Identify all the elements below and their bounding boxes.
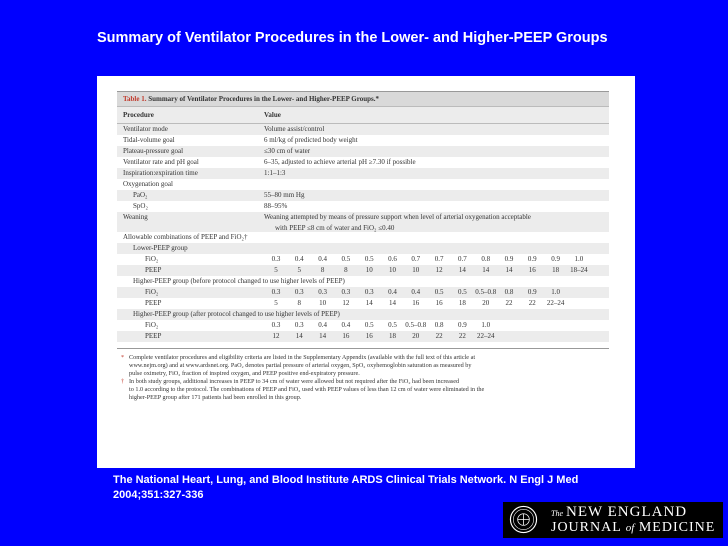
number-series [265, 320, 601, 331]
fio2-label: FiO₂ [145, 321, 159, 329]
peep-label: PEEP [145, 332, 162, 340]
table-cell: 0.5–0.8 [405, 321, 427, 329]
higher-before-fio2-row [117, 287, 609, 298]
table-cell: 22–24 [546, 299, 565, 307]
table-cell: 18–24 [570, 266, 588, 274]
table-cell: 0.5 [434, 288, 444, 296]
higher-after-peep-row [117, 331, 609, 342]
table-cell: 0.5 [388, 321, 397, 329]
higher-after-fio2-row [117, 320, 609, 331]
row-value: 55–80 mm Hg [264, 191, 305, 199]
table-cell: 0.4 [294, 255, 304, 263]
table-cell: 0.3 [294, 321, 304, 329]
table-cell: 22 [528, 299, 536, 307]
row-value: 88–95% [264, 202, 288, 210]
table-cell: 0.7 [434, 255, 444, 263]
row-value: 1:1–1:3 [264, 169, 286, 177]
number-series [265, 331, 601, 342]
table-cell: 0.9 [458, 321, 467, 329]
table-cell: 0.4 [341, 321, 351, 329]
footnote [121, 378, 605, 402]
table-cell: 0.5 [364, 321, 374, 329]
table-cell: 22 [505, 299, 513, 307]
table-cell: 0.9 [527, 255, 537, 263]
footnote-mark: † [121, 378, 125, 385]
table-cell: 0.9 [551, 255, 560, 263]
table-cell: 0.7 [411, 255, 421, 263]
row-value: 6–35, adjusted to achieve arterial pH ≥7.30 if possible [264, 158, 416, 166]
table-caption [117, 91, 609, 106]
table-cell: 0.9 [527, 288, 537, 296]
row-value: ≤30 cm of water [264, 147, 311, 155]
table-row [117, 201, 609, 212]
footnote-line: pulse oximetry, FiO₂ fraction of inspired oxygen, and PEEP positive end-expiratory pressure. [129, 370, 360, 377]
table-cell: 16 [412, 299, 420, 307]
table-cell: 14 [365, 299, 373, 307]
table-cell: 0.5–0.8 [475, 288, 497, 296]
row-procedure: Ventilator rate and pH goal [123, 158, 199, 166]
row-procedure: Ventilator mode [123, 125, 168, 133]
table-cell: 1.0 [551, 288, 560, 296]
table-cell: 5 [274, 266, 278, 274]
logo-journal: JOURNAL [551, 520, 626, 535]
table-cell: 0.8 [504, 288, 514, 296]
table-cell: 1.0 [574, 255, 584, 263]
table-cell: 14 [505, 266, 513, 274]
table-cell: 22–24 [476, 332, 495, 340]
number-series [265, 254, 601, 265]
table-cell: 0.8 [434, 321, 444, 329]
table-row [117, 190, 609, 201]
row-procedure: Oxygenation goal [123, 180, 173, 188]
table-cell: 5 [297, 266, 302, 274]
table-cell: 0.4 [388, 288, 397, 296]
row-procedure: Tidal-volume goal [123, 136, 175, 144]
table-cell: 0.3 [294, 288, 304, 296]
table-cell: 12 [342, 299, 350, 307]
table-cell: 14 [458, 266, 466, 274]
slide-title: Summary of Ventilator Procedures in the Lower- and Higher-PEEP Groups [97, 30, 608, 46]
footnote-line: to 1.0 according to the protocol. The combinations of PEEP and FiO₂ used with PEEP values of less than 12 cm of water were eliminated in the [129, 386, 485, 393]
group-label-lower [117, 243, 609, 254]
table-cell: 0.6 [388, 255, 397, 263]
fio2-label: FiO₂ [145, 288, 159, 296]
peep-label: PEEP [145, 299, 162, 307]
table-caption-text: Summary of Ventilator Procedures in the Lower- and Higher-PEEP Groups.* [146, 95, 379, 103]
footnote [121, 354, 605, 378]
table-cell: 18 [389, 332, 396, 340]
fio2-label: FiO₂ [145, 255, 159, 263]
table-row [117, 146, 609, 157]
peep-label: PEEP [145, 266, 162, 274]
table-cell: 8 [344, 266, 348, 274]
logo-line2 [551, 520, 715, 536]
table-cell: 10 [319, 299, 327, 307]
table-cell: 14 [319, 332, 327, 340]
table-cell: 20 [482, 299, 490, 307]
table-cell: 0.8 [481, 255, 491, 263]
table-cell: 0.4 [318, 255, 327, 263]
table-cell: 10 [365, 266, 373, 274]
group-label: Higher-PEEP group (before protocol changed to use higher levels of PEEP) [133, 277, 345, 285]
row-procedure: SpO₂ [133, 202, 148, 210]
header-value: Value [264, 111, 281, 119]
row-value: 6 ml/kg of predicted body weight [264, 136, 358, 144]
table-cell: 20 [412, 332, 420, 340]
table-cell: 14 [295, 332, 303, 340]
table-row [117, 168, 609, 179]
logo-medicine: MEDICINE [634, 520, 716, 535]
table-row [117, 232, 609, 243]
footnote-line: Complete ventilator procedures and eligibility criteria are listed in the Supplementary Appendix (available with the full text of this article at [129, 354, 476, 361]
table-cell: 0.4 [411, 288, 421, 296]
table-cell: 0.7 [458, 255, 467, 263]
table-cell: 0.3 [318, 288, 327, 296]
row-value-line1: Weaning attempted by means of pressure support when level of arterial oxygenation acceptable [264, 213, 531, 221]
footnote-line: In both study groups, additional increases in PEEP to 34 cm of water were allowed but not required after the FiO₂ had been increased [129, 378, 460, 385]
row-value: Volume assist/control [264, 125, 325, 133]
table-cell: 16 [342, 332, 350, 340]
table-cell: 16 [528, 266, 536, 274]
table-row [117, 157, 609, 168]
table-cell: 0.3 [364, 288, 374, 296]
header-procedure: Procedure [123, 111, 154, 119]
table-cell: 1.0 [481, 321, 491, 329]
group-label-higher-before [117, 276, 609, 287]
citation-line: The National Heart, Lung, and Blood Institute ARDS Clinical Trials Network. N Engl J Med [113, 474, 579, 486]
table-label: Table 1. [123, 95, 147, 103]
table-row [117, 135, 609, 146]
table-cell: 10 [389, 266, 396, 274]
table-cell: 0.3 [271, 321, 281, 329]
table-header-row [117, 106, 609, 124]
row-procedure: Plateau-pressure goal [123, 147, 184, 155]
group-label: Lower-PEEP group [133, 244, 188, 252]
group-label-higher-after [117, 309, 609, 320]
higher-before-peep-row [117, 298, 609, 309]
number-series [265, 265, 601, 276]
table-cell: 8 [297, 299, 302, 307]
row-procedure: Inspiration:expiration time [123, 169, 198, 177]
footnote-mark: * [121, 354, 125, 361]
table-row [117, 212, 609, 232]
logo-new-england: NEW ENGLAND [566, 504, 688, 520]
lower-fio2-row [117, 254, 609, 265]
table-cell: 0.3 [341, 288, 351, 296]
table-cell: 12 [435, 266, 443, 274]
table-cell: 0.3 [271, 288, 281, 296]
group-label: Higher-PEEP group (after protocol changed to use higher levels of PEEP) [133, 310, 340, 318]
table-row [117, 124, 609, 135]
row-value [264, 212, 531, 234]
seal-icon [509, 505, 538, 534]
table-cell: 0.9 [504, 255, 514, 263]
table-cell: 0.5 [341, 255, 351, 263]
logo-line1 [551, 504, 687, 521]
table-cell: 22 [458, 332, 466, 340]
logo-of: of [625, 522, 635, 534]
table-footnotes [117, 348, 609, 402]
lower-peep-row [117, 265, 609, 276]
table-cell: 14 [482, 266, 490, 274]
table-cell: 0.5 [364, 255, 374, 263]
table-cell: 14 [389, 299, 396, 307]
table-cell: 22 [435, 332, 443, 340]
table-document [117, 91, 609, 402]
citation-line: 2004;351:327-336 [113, 489, 204, 501]
table-image-panel [97, 76, 635, 468]
number-series [265, 298, 601, 309]
row-procedure: Allowable combinations of PEEP and FiO₂† [123, 233, 248, 241]
citation [113, 473, 613, 503]
table-cell: 18 [458, 299, 466, 307]
table-cell: 5 [274, 299, 278, 307]
table-cell: 0.3 [271, 255, 281, 263]
table-cell: 16 [435, 299, 443, 307]
footnote-line: www.nejm.org) and at www.ardsnet.org. PaO₂ denotes partial pressure of arterial oxygen, SpO₂ oxyhemoglobin saturation as measured by [129, 362, 472, 369]
row-value-line2: with PEEP ≤8 cm of water and FiO₂ ≤0.40 [275, 224, 395, 232]
row-procedure: Weaning [123, 213, 148, 221]
table-cell: 12 [272, 332, 280, 340]
row-procedure: PaO₂ [133, 191, 148, 199]
table-cell: 18 [552, 266, 560, 274]
number-series [265, 287, 601, 298]
table-cell: 0.4 [318, 321, 327, 329]
table-cell: 8 [320, 266, 325, 274]
logo-the: The [551, 509, 563, 518]
table-row [117, 179, 609, 190]
footnote-line: higher-PEEP group after 171 patients had been enrolled in this group. [129, 394, 302, 401]
table-cell: 10 [412, 266, 420, 274]
nejm-logo [503, 502, 723, 538]
table-cell: 0.5 [458, 288, 467, 296]
table-cell: 16 [365, 332, 373, 340]
